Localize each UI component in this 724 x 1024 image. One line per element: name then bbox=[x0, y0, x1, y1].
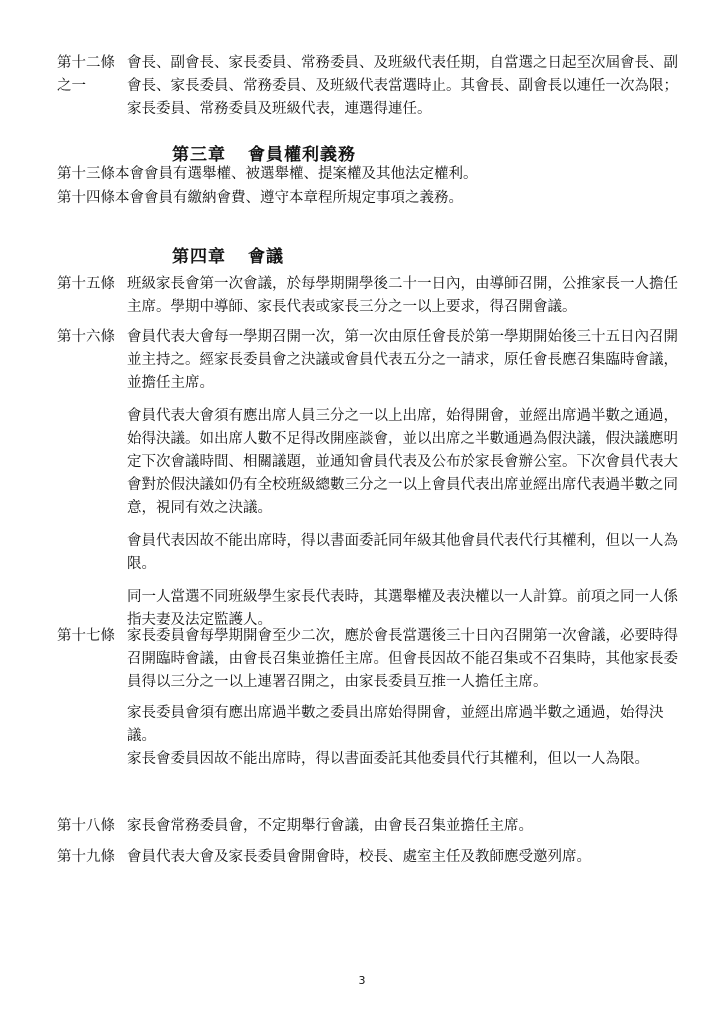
article-body bbox=[127, 846, 687, 869]
article-text: 家長會常務委員會，不定期舉行會議，由會長召集並擔任主席。 bbox=[127, 818, 533, 834]
article-paragraph-2: 家長委員會須有應出席過半數之委員出席始得開會，並經出席過半數之通過，始得決議。 bbox=[127, 705, 664, 744]
chapter-title: 會員權利義務 bbox=[248, 145, 356, 165]
article-body bbox=[127, 52, 687, 121]
article-label: 第十七條 bbox=[57, 628, 115, 644]
chapter-4-heading bbox=[172, 242, 284, 267]
article-label bbox=[57, 52, 127, 98]
article-label-line1: 第十二條 bbox=[57, 55, 115, 71]
article-paragraph-4: 同一人當選不同班級學生家長代表時，其選舉權及表決權以一人計算。前項之同一人係指夫妻及法定監護人。 bbox=[127, 589, 678, 628]
article-label-line2: 之一 bbox=[57, 78, 86, 94]
article-body bbox=[127, 326, 687, 632]
article-label: 第十八條 bbox=[57, 818, 115, 834]
article-body bbox=[127, 625, 687, 771]
article-14: 第十四條本會會員有繳納會費、遵守本章程所規定事項之義務。 bbox=[57, 190, 463, 206]
article-13: 第十三條本會會員有選舉權、被選舉權、提案權及其他法定權利。 bbox=[57, 166, 478, 182]
article-paragraph-1: 家長委員會每學期開會至少二次，應於會長當選後三十日內召開第一次會議，必要時得召開臨時會議，由會長召集並擔任主席。但會長因故不能召集或不召集時，其他家長委員得以三分之一以上連署召開之，由家長委員互推一人擔任主席。 bbox=[127, 628, 678, 690]
chapter-3-heading bbox=[172, 140, 356, 165]
article-paragraph-1: 會員代表大會每一學期召開一次，第一次由原任會長於第一學期開始後三十五日內召開並主持之。經家長委員會之決議或會員代表五分之一請求，原任會長應召集臨時會議，並擔任主席。 bbox=[127, 329, 678, 391]
chapter-number: 第四章 bbox=[172, 247, 226, 267]
article-text: 會員代表大會及家長委員會開會時，校長、處室主任及教師應受邀列席。 bbox=[127, 849, 591, 865]
article-body bbox=[127, 273, 687, 319]
article-text: 班級家長會第一次會議，於每學期開學後二十一日內，由導師召開，公推家長一人擔任主席。學期中導師、家長代表或家長三分之一以上要求，得召開會議。 bbox=[127, 276, 678, 315]
article-label: 第十五條 bbox=[57, 276, 115, 292]
chapter-number: 第三章 bbox=[172, 145, 226, 165]
article-body bbox=[127, 815, 687, 838]
article-paragraph-2: 會員代表大會須有應出席人員三分之一以上出席，始得開會，並經出席過半數之通過，始得決議。如出席人數不足得改開座談會，並以出席之半數通過為假決議，假決議應明定下次會議時間、相關議題，並通知會員代表及公布於家長會辦公室。下次會員代表大會對於假決議如仍有全校班級總數三分之一以上會員代表出席並經出席代表過半數之同意，視同有效之決議。 bbox=[127, 408, 678, 516]
page-number: 3 bbox=[358, 974, 366, 987]
chapter-title: 會議 bbox=[248, 247, 284, 267]
article-paragraph-3: 會員代表因故不能出席時，得以書面委託同年級其他會員代表代行其權利，但以一人為限。 bbox=[127, 533, 678, 572]
article-label: 第十九條 bbox=[57, 849, 115, 865]
article-text: 會長、副會長、家長委員、常務委員、及班級代表任期，自當選之日起至次屆會長、副會長、家長委員、常務委員、及班級代表當選時止。其會長、副會長以連任一次為限；家長委員、常務委員及班級代表，連選得連任。 bbox=[127, 55, 678, 117]
article-paragraph-3: 家長會委員因故不能出席時，得以書面委託其他委員代行其權利，但以一人為限。 bbox=[127, 751, 649, 767]
article-label: 第十六條 bbox=[57, 329, 115, 345]
